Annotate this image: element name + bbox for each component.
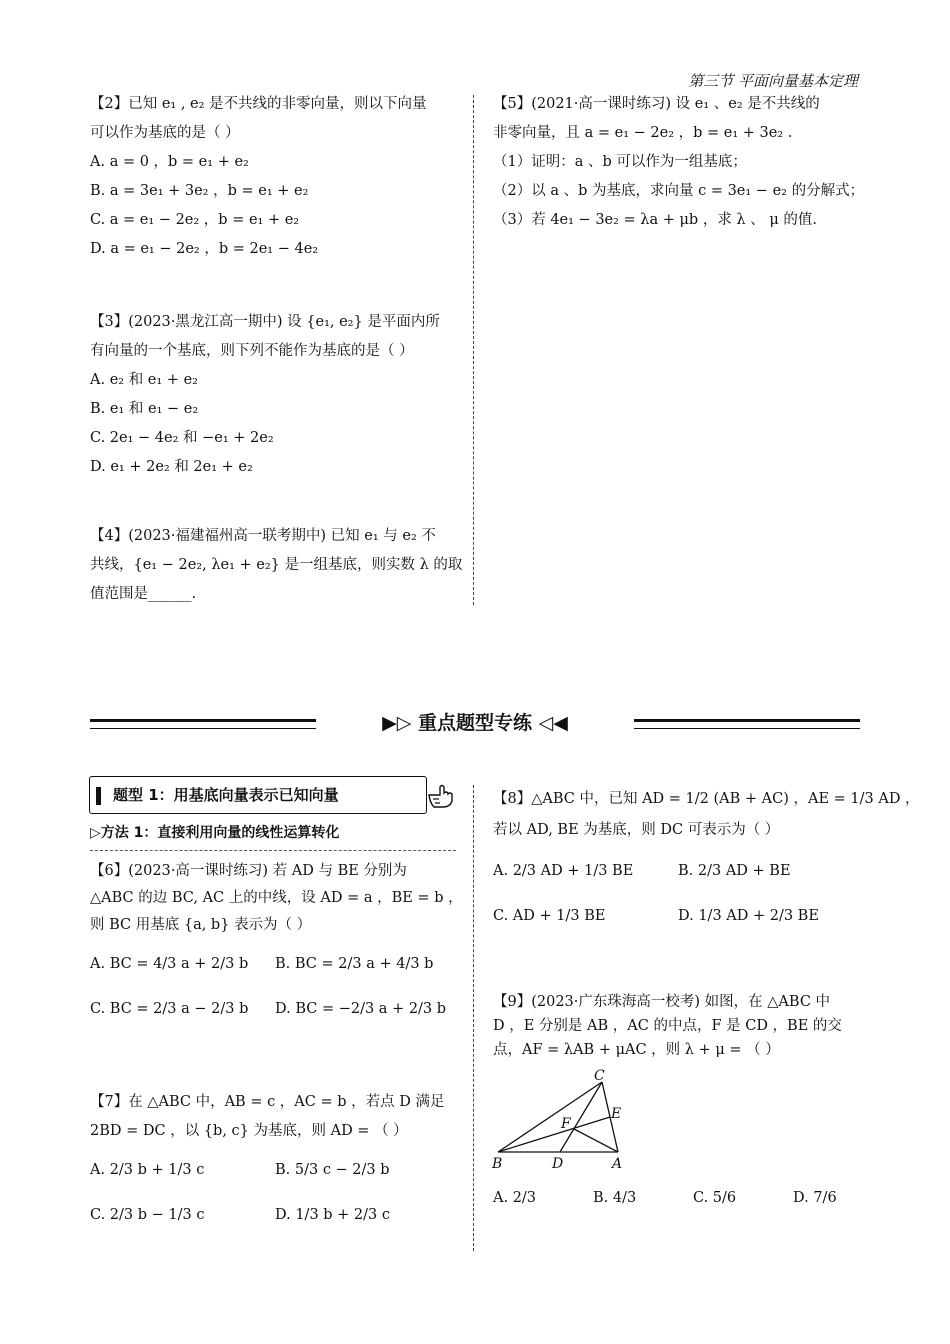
label-d: D: [552, 1156, 564, 1172]
method-rule: [90, 850, 456, 851]
label-c: C: [594, 1068, 605, 1084]
section-banner: [90, 706, 860, 740]
option: C. 2/3 b − 1/3 c: [90, 1207, 205, 1223]
question-line: 若以 AD, BE 为基底，则 DC 可表示为（ ）: [493, 822, 780, 838]
left-top-column: [90, 90, 462, 609]
median-be: [498, 1117, 610, 1152]
question-line: 【5】(2021·高一课时练习) 设 e₁ 、e₂ 是不共线的: [493, 96, 820, 112]
sub-question: （1）证明：a 、b 可以作为一组基底；: [493, 154, 747, 170]
question-line: 点，AF = λAB + μAC ，则 λ + μ = （ ）: [493, 1042, 780, 1058]
question-line: 【4】(2023·福建福州高一联考期中) 已知 e₁ 与 e₂ 不: [90, 528, 436, 544]
option: A. a = 0 ，b = e₁ + e₂: [90, 154, 249, 170]
question-line: 可以作为基底的是（ ）: [90, 125, 240, 141]
option: D. 1/3 AD + 2/3 BE: [678, 908, 819, 924]
option: D. e₁ + 2e₂ 和 2e₁ + e₂: [90, 459, 253, 475]
label-b: B: [492, 1156, 503, 1172]
option: B. a = 3e₁ + 3e₂ ，b = e₁ + e₂: [90, 183, 309, 199]
section-title: ▶▷ 重点题型专练 ◁◀: [382, 712, 568, 734]
option: B. e₁ 和 e₁ − e₂: [90, 401, 199, 417]
option: D. a = e₁ − 2e₂ ，b = 2e₁ − 4e₂: [90, 241, 319, 257]
option: C. BC = 2/3 a − 2/3 b: [90, 1001, 249, 1017]
question-line: 2BD = DC ，以 {b, c} 为基底，则 AD = （ ）: [90, 1123, 408, 1139]
sub-question: （2）以 a 、b 为基底，求向量 c = 3e₁ − e₂ 的分解式；: [493, 183, 865, 199]
question-line: 【2】已知 e₁ , e₂ 是不共线的非零向量，则以下向量: [90, 96, 427, 112]
method-title: ▷方法 1：直接利用向量的线性运算转化: [90, 825, 340, 841]
banner-rule-right: [634, 719, 860, 729]
option: D. 1/3 b + 2/3 c: [275, 1207, 390, 1223]
question-2: [90, 90, 462, 264]
column-divider-bottom: [473, 785, 474, 1251]
option: B. 2/3 AD + BE: [678, 863, 791, 879]
option: C. 2e₁ − 4e₂ 和 −e₁ + 2e₂: [90, 430, 274, 446]
question-line: 【6】(2023·高一课时练习) 若 AD 与 BE 分别为: [90, 863, 407, 879]
label-f: F: [561, 1116, 571, 1132]
question-line: 【9】(2023·广东珠海高一校考) 如图，在 △ABC 中: [493, 994, 831, 1010]
question-7: [90, 1088, 465, 1230]
type-title: 题型 1：用基底向量表示已知向量: [113, 786, 339, 804]
option: D. 7/6: [793, 1190, 837, 1206]
option: D. BC = −2/3 a + 2/3 b: [275, 1001, 447, 1017]
sub-question: （3）若 4e₁ − 3e₂ = λa + μb ，求 λ 、 μ 的值.: [493, 212, 817, 228]
question-9: [493, 990, 865, 1062]
section-header: 第三节 平面向量基本定理: [688, 72, 858, 90]
option: A. 2/3 b + 1/3 c: [90, 1162, 205, 1178]
column-divider-top: [473, 95, 474, 605]
question-line: 非零向量，且 a = e₁ − 2e₂ ，b = e₁ + 3e₂ .: [493, 125, 793, 141]
question-6: [90, 858, 465, 1023]
question-line: 【7】在 △ABC 中，AB = c ，AC = b ，若点 D 满足: [90, 1094, 445, 1110]
option: A. 2/3: [493, 1190, 537, 1206]
question-line: 有向量的一个基底，则下列不能作为基底的是（ ）: [90, 343, 414, 359]
question-line: 【3】(2023·黑龙江高一期中) 设 {e₁, e₂} 是平面内所: [90, 314, 440, 330]
question-line: D ，E 分别是 AB ，AC 的中点，F 是 CD ，BE 的交: [493, 1018, 842, 1034]
pointing-hand-icon: [426, 781, 456, 822]
option: A. e₂ 和 e₁ + e₂: [90, 372, 198, 388]
label-e: E: [611, 1106, 622, 1122]
question-3: [90, 308, 462, 482]
side-bc: [498, 1082, 602, 1152]
option: B. BC = 2/3 a + 4/3 b: [275, 956, 434, 972]
option: B. 5/3 c − 2/3 b: [275, 1162, 390, 1178]
option: C. AD + 1/3 BE: [493, 908, 606, 924]
label-a: A: [612, 1156, 623, 1172]
question-line: 【8】△ABC 中，已知 AD = 1/2 (AB + AC) ，AE = 1/3 AD ，: [493, 791, 920, 807]
question-line: △ABC 的边 BC, AC 上的中线，设 AD = a ，BE = b ，: [90, 890, 463, 906]
question-type-box: [89, 776, 427, 814]
question-9-options: [493, 1184, 865, 1213]
option: B. 4/3: [593, 1190, 637, 1206]
option: A. BC = 4/3 a + 2/3 b: [90, 956, 249, 972]
question-line: 共线，{e₁ − 2e₂, λe₁ + e₂} 是一组基底，则实数 λ 的取: [90, 557, 463, 573]
segment-af: [574, 1129, 618, 1152]
question-line: 则 BC 用基底 {a, b} 表示为（ ）: [90, 917, 312, 933]
question-4: [90, 522, 462, 609]
option: C. 5/6: [693, 1190, 737, 1206]
option: A. 2/3 AD + 1/3 BE: [493, 863, 634, 879]
question-8: [493, 784, 920, 932]
type-marker: [96, 787, 101, 805]
question-line: 值范围是______.: [90, 586, 197, 602]
option: C. a = e₁ − 2e₂ ，b = e₁ + e₂: [90, 212, 300, 228]
question-5: [493, 90, 865, 235]
triangle-figure: [490, 1066, 640, 1176]
